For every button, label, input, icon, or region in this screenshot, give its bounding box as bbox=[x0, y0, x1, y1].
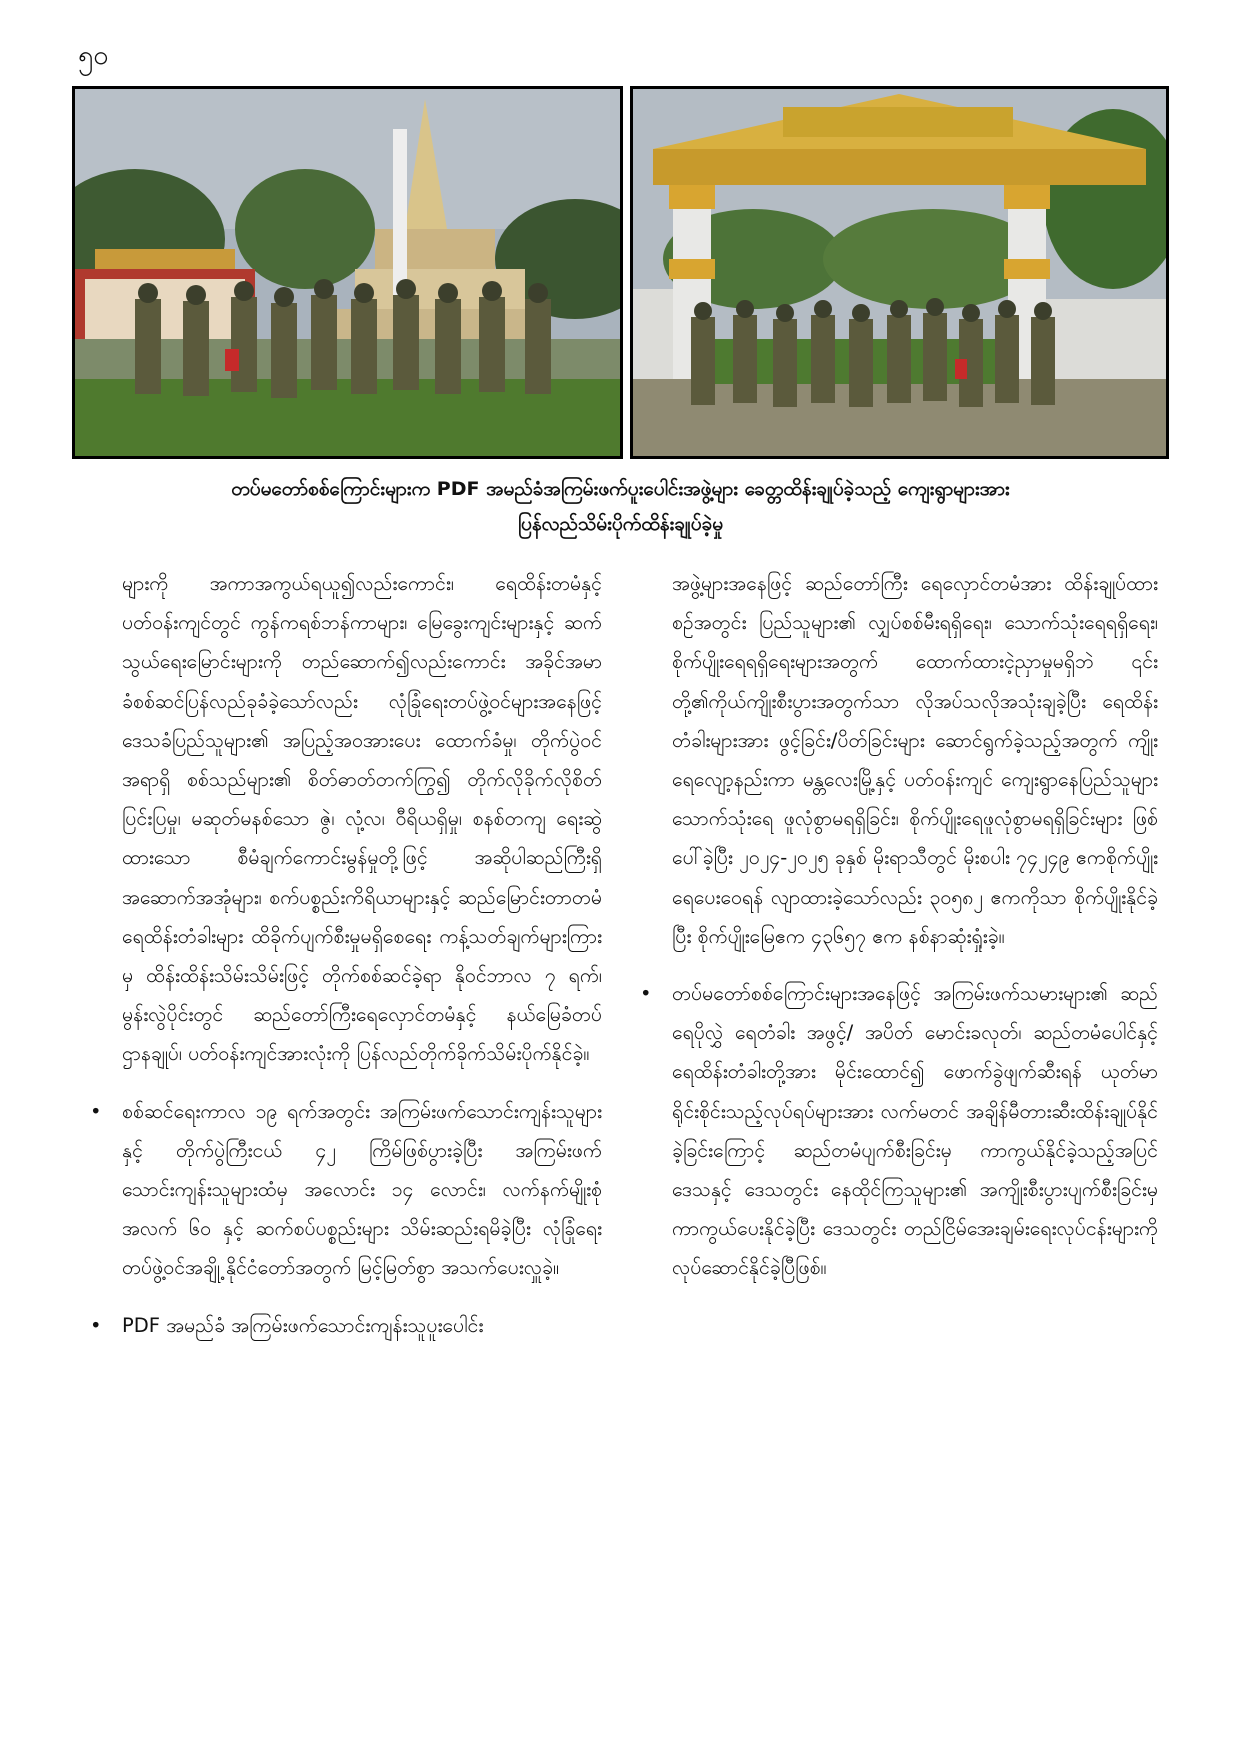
bullet-item bbox=[90, 1306, 602, 1345]
paragraph: များကို အကာအကွယ်ရယူ၍လည်းကောင်း၊ ရေထိန်းတမံနှင့် ပတ်ဝန်းကျင်တွင် ကွန်ကရစ်ဘန်ကာများ၊ မြေခွေးကျင်းများနှင့် ဆက်သွယ်ရေးမြောင်းများကို တည်ဆောက်၍လည်းကောင်း အခိုင်အမာ ခံစစ်ဆင်ပြန်လည်ခုခံခဲ့သော်လည်း လုံခြုံရေးတပ်ဖွဲ့ဝင်များအနေဖြင့် ဒေသခံပြည်သူများ၏ အပြည့်အဝအားပေး ထောက်ခံမှု၊ တိုက်ပွဲဝင်အရာရှိ စစ်သည်များ၏ စိတ်ဓာတ်တက်ကြွ၍ တိုက်လိုခိုက်လိုစိတ် ပြင်းပြမှု၊ မဆုတ်မနစ်သော ဇွဲ၊ လုံ့လ၊ ဝီရိယရှိမှု၊ စနစ်တကျ ရေးဆွဲထားသော စီမံချက်ကောင်းမွန်မှုတို့ဖြင့် အဆိုပါဆည်ကြီးရှိ အဆောက်အအုံများ၊ စက်ပစ္စည်းကိရိယာများနှင့် ဆည်မြောင်းတာတမံရေထိန်းတံခါးများ ထိခိုက်ပျက်စီးမှုမရှိစေရေး ကန့်သတ်ချက်များကြားမှ ထိန်းထိန်းသိမ်းသိမ်းဖြင့် တိုက်စစ်ဆင်ခဲ့ရာ နိုဝင်ဘာလ ၇ ရက်၊ မွန်းလွဲပိုင်းတွင် ဆည်တော်ကြီးရေလှောင်တမံနှင့် နယ်မြေခံတပ်ဌာနချုပ်၊ ပတ်ဝန်းကျင်အားလုံးကို ပြန်လည်တိုက်ခိုက်သိမ်းပိုက်နိုင်ခဲ့။ bbox=[122, 572, 602, 1066]
bullet-text: PDF အမည်ခံ အကြမ်းဖက်သောင်းကျန်းသူပူးပေါင်း bbox=[122, 1313, 484, 1337]
photo-caption bbox=[72, 472, 1169, 542]
bullet-text: စစ်ဆင်ရေးကာလ ၁၉ ရက်အတွင်း အကြမ်းဖက်သောင်းကျန်းသူများနှင့် တိုက်ပွဲကြီးငယ် ၄၂ ကြိမ်ဖြစ်ပွားခဲ့ပြီး အကြမ်းဖက်သောင်းကျန်းသူများထံမှ အလောင်း ၁၄ လောင်း၊ လက်နက်မျိုးစုံ အလက် ၆၀ နှင့် ဆက်စပ်ပစ္စည်းများ သိမ်းဆည်းရမိခဲ့ပြီး လုံခြုံရေးတပ်ဖွဲ့ဝင်အချို့ နိုင်ငံတော်အတွက် မြင့်မြတ်စွာ အသက်ပေးလှူခဲ့။ bbox=[122, 1099, 602, 1280]
paragraph: အဖွဲ့များအနေဖြင့် ဆည်တော်ကြီး ရေလှောင်တမံအား ထိန်းချုပ်ထားစဉ်အတွင်း ပြည်သူများ၏ လျှပ်စစ်မီးရရှိရေး၊ သောက်သုံးရေရရှိရေး၊ စိုက်ပျိုးရေရရှိရေးများအတွက် ထောက်ထားငဲ့ညှာမှုမရှိဘဲ ၎င်းတို့၏ကိုယ်ကျိုးစီးပွားအတွက်သာ လိုအပ်သလိုအသုံးချခဲ့ပြီး ရေထိန်းတံခါးများအား ဖွင့်ခြင်း/ပိတ်ခြင်းများ ဆောင်ရွက်ခဲ့သည့်အတွက် ကျိုးရေလျော့နည်းကာ မန္တလေးမြို့နှင့် ပတ်ဝန်းကျင် ကျေးရွာနေပြည်သူများ သောက်သုံးရေ ဖူလုံစွာမရရှိခြင်း၊ စိုက်ပျိုးရေဖူလုံစွာမရရှိခြင်းများ ဖြစ်ပေါ်ခဲ့ပြီး ၂၀၂၄-၂၀၂၅ ခုနှစ် မိုးရာသီတွင် မိုးစပါး ၇၄၂၄၉ ဧကစိုက်ပျိုးရေပေးဝေရန် လျာထားခဲ့သော်လည်း ၃၀၅၈၂ ဧကကိုသာ စိုက်ပျိုးနိုင်ခဲ့ပြီး စိုက်ပျိုးမြေဧက ၄၃၆၅၇ ဧက နစ်နာဆုံးရှုံးခဲ့။ bbox=[672, 572, 1158, 948]
bullet-icon: • bbox=[90, 1313, 102, 1337]
bullet-item bbox=[90, 1092, 602, 1288]
bullet-icon: • bbox=[640, 982, 652, 1006]
caption-line-2: ပြန်လည်သိမ်းပိုက်ထိန်းချုပ်ခဲ့မှု bbox=[517, 513, 724, 535]
bullet-icon: • bbox=[90, 1099, 102, 1123]
right-column bbox=[640, 564, 1158, 1288]
bullet-item bbox=[640, 974, 1158, 1288]
bullet-text: တပ်မတော်စစ်ကြောင်းများအနေဖြင့် အကြမ်းဖက်သမားများ၏ ဆည်ရေပိုလွှဲ ရေတံခါး အဖွင့်/ အပိတ် မောင်းခလုတ်၊ ဆည်တမံပေါင်နှင့် ရေထိန်းတံခါးတို့အား မိုင်းထောင်၍ ဖောက်ခွဲဖျက်ဆီးရန် ယုတ်မာရိုင်းစိုင်းသည့်လုပ်ရပ်များအား လက်မတင် အချိန်မီတားဆီးထိန်းချုပ်နိုင်ခဲ့ခြင်းကြောင့် ဆည်တမံပျက်စီးခြင်းမှ ကာကွယ်နိုင်ခဲ့သည့်အပြင် ဒေသနှင့် ဒေသတွင်း နေထိုင်ကြသူများ၏ အကျိုးစီးပွားပျက်စီးခြင်းမှ ကာကွယ်ပေးနိုင်ခဲ့ပြီး ဒေသတွင်း တည်ငြိမ်အေးချမ်းရေးလုပ်ငန်းများကို လုပ်ဆောင်နိုင်ခဲ့ပြီဖြစ်။ bbox=[672, 982, 1158, 1280]
photo-soldiers-pagoda bbox=[72, 86, 623, 459]
photo-soldiers-gate bbox=[630, 86, 1169, 459]
left-column bbox=[90, 564, 602, 1345]
caption-line-1: တပ်မတော်စစ်ကြောင်းများက PDF အမည်ခံအကြမ်းဖက်ပူးပေါင်းအဖွဲ့များ ခေတ္တထိန်းချုပ်ခဲ့သည့် ကျေးရွာများအား bbox=[231, 478, 1010, 500]
page-number: ၅၀ bbox=[78, 40, 109, 71]
